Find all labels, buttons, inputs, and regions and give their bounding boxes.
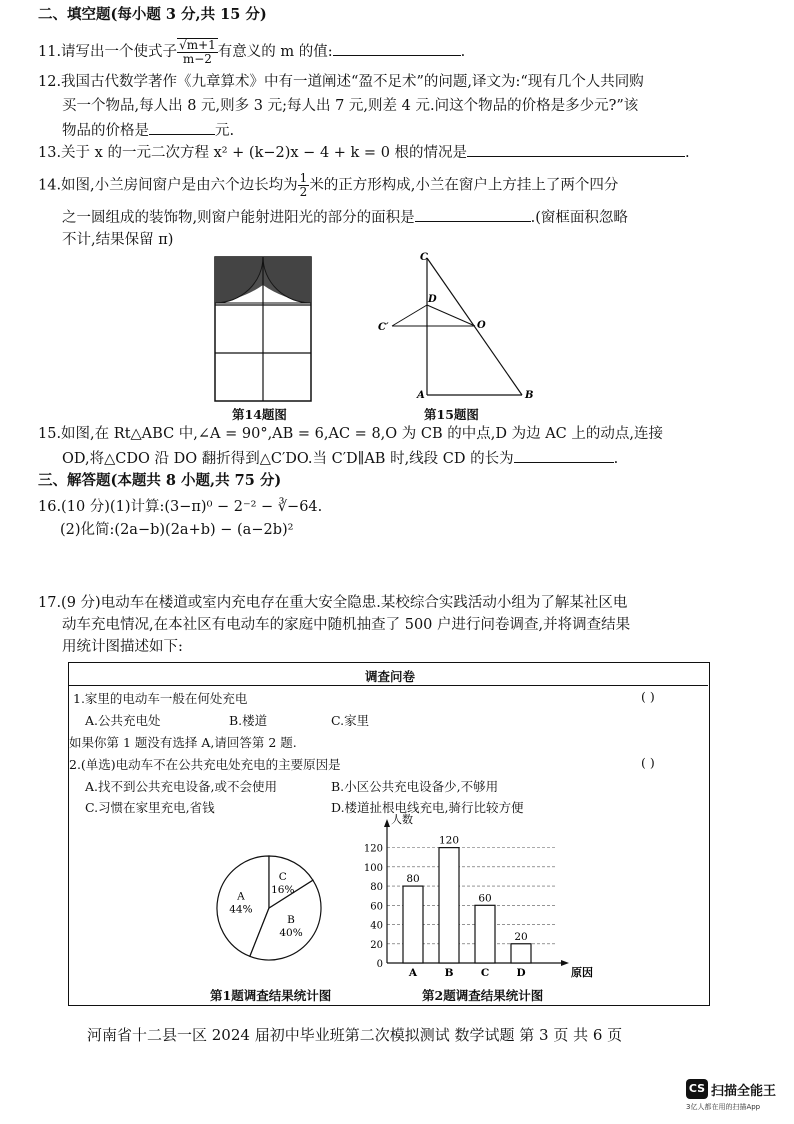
fig15-label-C: C — [420, 252, 428, 263]
q13-end: . — [685, 145, 690, 161]
q17-line-3: 用统计图描述如下: — [62, 639, 183, 655]
q14-fraction — [298, 172, 310, 199]
survey-q2-paren: ( ) — [641, 755, 655, 770]
q13-answer-blank[interactable] — [467, 142, 685, 157]
section-heading-solve: 三、解答题(本题共 8 小题,共 75 分) — [38, 472, 282, 489]
fig15-label-Cprime: C′ — [378, 322, 389, 333]
q14-line-1a: 14.如图,小兰房间窗户是由六个边长均为 — [38, 177, 298, 194]
figure-14-caption: 第14题图 — [232, 407, 287, 422]
q14-line-2b: .(窗框面积忽略 — [530, 210, 628, 226]
bar-C — [475, 905, 495, 963]
pie-percent-A: 44% — [229, 903, 253, 916]
bar-value-label-B: 120 — [438, 834, 460, 847]
figure-15-triangle — [372, 250, 552, 400]
bar-value-label-C: 60 — [478, 892, 492, 905]
bar-ytick-label: 100 — [363, 862, 383, 874]
figure-14-window — [213, 255, 313, 403]
fig15-label-D: D — [428, 294, 437, 305]
pie-chart — [214, 853, 324, 963]
bar-value-label-D: 20 — [514, 930, 528, 943]
bar-ytick-label: 80 — [370, 882, 383, 894]
survey-q1-option-a: A.公共充电处 — [85, 713, 161, 728]
bar-B — [439, 848, 459, 963]
q14-line-2a: 之一圆组成的装饰物,则窗户能射进阳光的部分的面积是 — [62, 210, 415, 226]
survey-q2-option-a: A.找不到公共充电设备,或不会使用 — [85, 779, 277, 794]
figure-15-caption: 第15题图 — [424, 407, 479, 422]
bar-y-arrow — [384, 819, 390, 827]
q15-line-2a: OD,将△CDO 沿 DO 翻折得到△C′DO.当 C′D∥AB 时,线段 CD 的长为 — [62, 451, 514, 467]
question-11 — [38, 38, 465, 66]
pie-percent-C: 16% — [271, 883, 295, 896]
bar-y-axis-label: 人数 — [391, 813, 413, 826]
bar-category-label-A: A — [408, 967, 418, 979]
q11-denominator: m−2 — [182, 52, 212, 66]
q14-line-2 — [62, 207, 628, 228]
q12-line-1: 12.我国古代数学著作《九章算术》中有一道阐述“盈不足术”的问题,译文为:“现有几个人共同购 — [38, 74, 644, 90]
bar-A — [403, 886, 423, 963]
survey-q1-paren: ( ) — [641, 689, 655, 704]
bar-ytick-label: 20 — [370, 939, 383, 951]
bar-chart-caption: 第2题调查结果统计图 — [422, 988, 544, 1003]
pie-label-C: C — [278, 870, 287, 883]
q14-line-1b: 米的正方形构成,小兰在窗户上方挂上了两个四分 — [309, 177, 619, 194]
bar-value-label-A: 80 — [406, 873, 420, 886]
q12-line-3b: 元. — [215, 123, 235, 139]
q15-line-1: 15.如图,在 Rt△ABC 中,∠A = 90°,AB = 6,AC = 8,O 为 CB 的中点,D 为边 AC 上的动点,连接 — [38, 426, 663, 442]
q14-answer-blank[interactable] — [415, 207, 531, 222]
q11-answer-blank[interactable] — [333, 41, 461, 56]
scanner-name: 扫描全能王 — [711, 1084, 777, 1099]
q12-line-2: 买一个物品,每人出 8 元,则多 3 元;每人出 7 元,则差 4 元.问这个物品的价格是多少元?”该 — [62, 98, 639, 114]
fig15-label-B: B — [525, 390, 534, 401]
scanner-logo: CS — [686, 1079, 708, 1099]
q17-line-1: 17.(9 分)电动车在楼道或室内充电存在重大安全隐患.某校综合实践活动小组为了解某社区电 — [38, 595, 628, 611]
q16-line-2: (2)化简:(2a−b)(2a+b) − (a−2b)² — [60, 522, 294, 538]
q16-line-1: 16.(10 分)(1)计算:(3−π)⁰ − 2⁻² − ∛−64. — [38, 499, 323, 515]
bar-ytick-label: 60 — [370, 901, 383, 913]
q14-frac-num: 1 — [299, 171, 308, 185]
q12-line-3 — [62, 120, 234, 141]
bar-ytick-label: 120 — [363, 843, 383, 855]
q12-answer-blank[interactable] — [149, 120, 215, 135]
q14-line-1 — [38, 172, 618, 199]
survey-q1-option-c: C.家里 — [331, 713, 370, 728]
survey-note: 如果你第 1 题没有选择 A,请回答第 2 题. — [69, 735, 297, 750]
survey-title: 调查问卷 — [365, 669, 416, 684]
q11-end: . — [460, 44, 466, 60]
survey-q1-option-b: B.楼道 — [229, 713, 268, 728]
q15-answer-blank[interactable] — [514, 448, 614, 463]
bar-category-label-C: C — [480, 967, 490, 979]
survey-q2-option-b: B.小区公共充电设备少,不够用 — [331, 779, 499, 794]
pie-percent-B: 40% — [279, 927, 303, 940]
survey-q2-option-c: C.习惯在家里充电,省钱 — [85, 800, 215, 815]
q11-suffix: 有意义的 m 的值: — [217, 44, 333, 60]
survey-q2-option-d: D.楼道扯根电线充电,骑行比较方便 — [331, 800, 524, 815]
bar-ytick-label: 40 — [370, 920, 383, 932]
bar-x-arrow — [561, 960, 569, 966]
bar-chart — [349, 813, 593, 981]
q11-numerator: √m+1 — [179, 38, 216, 52]
scanner-tagline: 3亿人都在用的扫描App — [686, 1103, 761, 1111]
survey-q2: 2.(单选)电动车不在公共充电处充电的主要原因是 — [69, 757, 341, 772]
bar-D — [511, 944, 531, 963]
q14-line-3: 不计,结果保留 π) — [62, 232, 174, 248]
section-heading-fill-in: 二、填空题(每小题 3 分,共 15 分) — [38, 6, 267, 23]
q13-text: 13.关于 x 的一元二次方程 x² + (k−2)x − 4 + k = 0 根的情况是 — [38, 145, 468, 161]
bar-category-label-B: B — [444, 967, 454, 979]
survey-box — [68, 662, 710, 1006]
q11-prefix: 11.请写出一个使式子 — [38, 44, 178, 60]
q11-fraction — [177, 38, 218, 66]
q14-frac-den: 2 — [299, 185, 308, 199]
pie-chart-caption: 第1题调查结果统计图 — [210, 988, 332, 1003]
pie-label-B: B — [287, 914, 295, 927]
pie-label-A: A — [237, 890, 245, 903]
page-footer: 河南省十二县一区 2024 届初中毕业班第二次模拟测试 数学试题 第 3 页 共 6 页 — [87, 1026, 623, 1044]
q12-line-3a: 物品的价格是 — [62, 123, 149, 139]
bar-category-label-D: D — [516, 967, 526, 979]
q15-line-2 — [62, 448, 618, 469]
q17-line-2: 动车充电情况,在本社区有电动车的家庭中随机抽查了 500 户进行问卷调查,并将调查结果 — [62, 617, 631, 633]
question-13 — [38, 142, 690, 163]
bar-ytick-label: 0 — [376, 959, 383, 970]
survey-q1: 1.家里的电动车一般在何处充电 — [73, 691, 248, 706]
fig15-label-A: A — [417, 390, 425, 401]
q15-line-2b: . — [613, 451, 619, 467]
bar-x-axis-label: 原因 — [571, 966, 593, 979]
fig15-label-O: O — [477, 320, 486, 331]
survey-title-divider — [69, 685, 708, 686]
